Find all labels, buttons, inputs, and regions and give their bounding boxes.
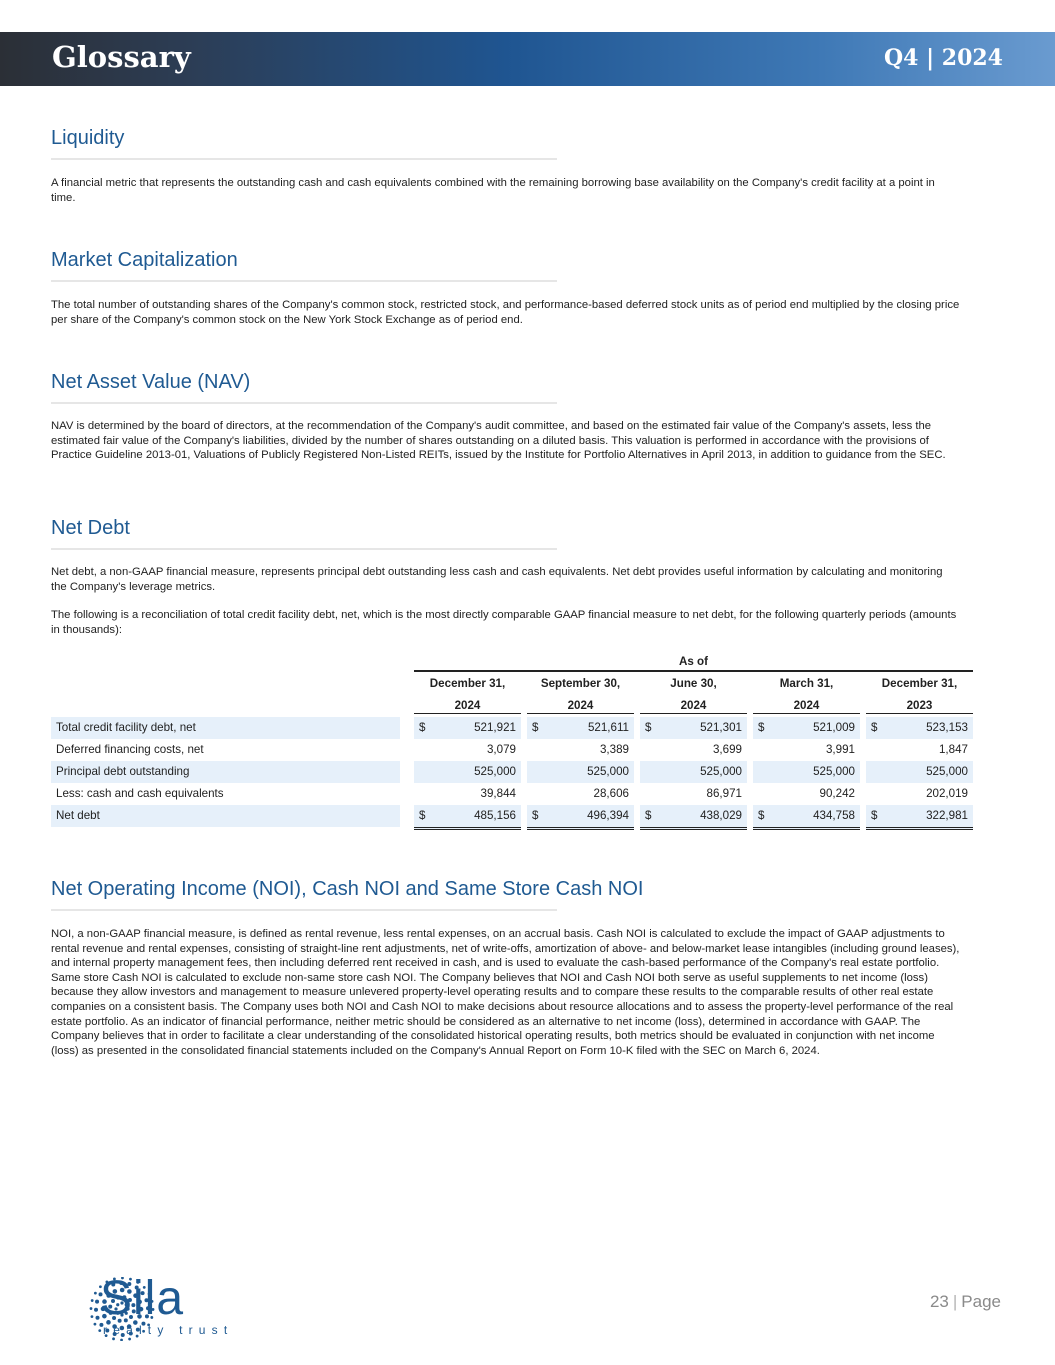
currency-symbol: $	[758, 809, 765, 822]
page-separator: |	[952, 1292, 958, 1311]
cell-value: 434,758	[813, 809, 855, 822]
column-header-year: 2024	[793, 699, 820, 712]
table-cell	[753, 717, 860, 739]
table-cell	[527, 717, 634, 739]
cell-value: 525,000	[926, 765, 968, 778]
table-row	[51, 739, 973, 761]
section-net-operating-income	[51, 878, 961, 1058]
column-header-date: December 31,	[881, 677, 958, 690]
table-cell	[414, 805, 521, 830]
cell-value: 525,000	[813, 765, 855, 778]
cell-value: 523,153	[926, 721, 968, 734]
cell-value: 202,019	[926, 787, 968, 800]
cell-value: 3,389	[599, 743, 629, 756]
row-label: Principal debt outstanding	[51, 761, 400, 783]
section-body: NAV is determined by the board of directors, at the recommendation of the Company's audit committee, and based on the estimated fair value of the Company's assets, less the estimated fair value of the Company's liabilities, divided by the number of shares outstanding on a diluted basis. This valuation is performed in accordance with the provisions of Practice Guideline 2013-01, Valuations of Publicly Registered Non-Listed REITs, issued by the Institute for Portfolio Alternatives in April 2013, in addition to guidance from the SEC.	[51, 420, 946, 462]
table-cell	[753, 739, 860, 762]
section-net-debt	[51, 517, 961, 637]
section-title: Market Capitalization	[51, 249, 238, 271]
row-label: Total credit facility debt, net	[51, 717, 400, 739]
column-header-year: 2024	[680, 699, 707, 712]
table-cell	[640, 783, 747, 806]
cell-value: 86,971	[706, 787, 742, 800]
section-market-capitalization	[51, 249, 961, 327]
column-header	[527, 677, 634, 712]
logo-dot	[95, 1300, 99, 1304]
currency-symbol: $	[645, 809, 652, 822]
table-cell	[640, 717, 747, 739]
table-cell	[640, 805, 747, 830]
currency-symbol: $	[419, 809, 426, 822]
cell-value: 1,847	[938, 743, 968, 756]
logo-dot	[120, 1339, 123, 1341]
currency-symbol: $	[758, 721, 765, 734]
logo-dot	[128, 1338, 131, 1341]
table-cell	[527, 805, 634, 830]
column-header-date: December 31,	[429, 677, 506, 690]
column-header-rule	[640, 713, 747, 714]
page-label: Page	[961, 1292, 1001, 1311]
logo-dot	[94, 1323, 97, 1326]
table-cell	[753, 783, 860, 806]
column-header-rule	[527, 713, 634, 714]
column-header	[640, 677, 747, 712]
logo-dot	[112, 1337, 115, 1340]
currency-symbol: $	[871, 721, 878, 734]
logo-dot	[94, 1308, 98, 1312]
logo-dot	[96, 1316, 100, 1320]
table-row	[51, 805, 973, 827]
column-header-date: March 31,	[779, 677, 834, 690]
table-cell	[753, 805, 860, 830]
table-cell	[527, 739, 634, 762]
column-header-year: 2024	[454, 699, 481, 712]
section-body: The total number of outstanding shares of the Company's common stock, restricted stock, and performance-based deferred stock units as of period end multiplied by the closing price per share of the Company's common stock on the New York Stock Exchange as of period end.	[51, 299, 960, 326]
table-cell	[527, 761, 634, 783]
currency-symbol: $	[871, 809, 878, 822]
cell-value: 525,000	[587, 765, 629, 778]
cell-value: 39,844	[480, 787, 516, 800]
column-header-date: September 30,	[540, 677, 621, 690]
currency-symbol: $	[532, 809, 539, 822]
section-divider	[51, 280, 557, 282]
cell-value: 485,156	[474, 809, 516, 822]
table-cell	[866, 717, 973, 739]
section-body: NOI, a non-GAAP financial measure, is defined as rental revenue, less rental expenses, on an accrual basis. Cash NOI is calculated to exclude the impact of GAAP adjustments to rental revenue and rental expenses, consisting of straight-line rent adjustments, net of write-offs, amortization of above- and below-market lease intangibles (including ground leases), and internal property management fees, then including deferred rent received in cash, and is used to evaluate the cash-based performance of the Company's real estate portfolio. Same store Cash NOI is calculated to exclude non-same store cash NOI. The Company believes that NOI and Cash NOI both serve as useful supplements to net income (loss) because they allow investors and management to measure unlevered property-level operating results and to compare these results to the comparable results of other real estate companies on a consistent basis. The Company uses both NOI and Cash NOI to make decisions about resource allocations and to assess the property-level performance of the real estate portfolio. As an indicator of financial performance, neither metric should be considered as an alternative to net income (loss), determined in accordance with GAAP. The Company believes that in order to facilitate a clear understanding of the consolidated historical operating results, both metrics should be evaluated in conjunction with net income (loss) as presented in the consolidated financial statements included on the Company's Annual Report on Form 10-K filed with the SEC on March 6, 2024.	[51, 928, 960, 1057]
cell-value: 525,000	[700, 765, 742, 778]
cell-value: 521,921	[474, 721, 516, 734]
cell-value: 322,981	[926, 809, 968, 822]
cell-value: 28,606	[593, 787, 629, 800]
table-row	[51, 783, 973, 805]
column-header-year: 2023	[906, 699, 933, 712]
row-label: Deferred financing costs, net	[56, 743, 204, 756]
column-header	[753, 677, 860, 712]
table-cell	[640, 739, 747, 762]
logo-dot	[91, 1315, 94, 1318]
logo-dot	[91, 1299, 94, 1302]
table-cell	[753, 761, 860, 783]
logo-dot	[94, 1292, 97, 1295]
cell-value: 521,611	[587, 721, 629, 734]
table-cell	[414, 761, 521, 783]
section-divider	[51, 402, 557, 404]
currency-symbol: $	[532, 721, 539, 734]
cell-value: 525,000	[474, 765, 516, 778]
column-header-year: 2024	[567, 699, 594, 712]
column-header-rule	[866, 713, 973, 714]
column-header-rule	[753, 713, 860, 714]
cell-value: 3,699	[712, 743, 742, 756]
column-header	[414, 677, 521, 712]
cell-value: 521,301	[700, 721, 742, 734]
table-as-of-header: As of	[679, 655, 708, 668]
section-divider	[51, 158, 557, 160]
table-cell	[414, 717, 521, 739]
section-title: Net Asset Value (NAV)	[51, 371, 251, 393]
column-header-rule	[414, 713, 521, 714]
logo-tagline: realty trust	[103, 1323, 234, 1337]
page-number-value: 23	[929, 1292, 949, 1311]
cell-value: 438,029	[700, 809, 742, 822]
section-liquidity	[51, 127, 961, 205]
table-header-rule	[414, 670, 973, 672]
report-period: Q4 | 2024	[883, 45, 1003, 71]
table-cell	[640, 761, 747, 783]
section-divider	[51, 909, 557, 911]
cell-value: 90,242	[819, 787, 855, 800]
column-header-date: June 30,	[670, 677, 717, 690]
table-row	[51, 717, 973, 739]
section-net-asset-value	[51, 371, 961, 463]
table-cell	[866, 739, 973, 762]
section-title: Liquidity	[51, 127, 125, 149]
currency-symbol: $	[645, 721, 652, 734]
table-cell	[866, 805, 973, 830]
row-label: Less: cash and cash equivalents	[56, 787, 224, 800]
row-label: Net debt	[51, 805, 400, 827]
logo-dot	[90, 1307, 93, 1310]
page-title: Glossary	[52, 40, 191, 74]
column-header	[866, 677, 973, 712]
table-row	[51, 761, 973, 783]
table-cell	[527, 783, 634, 806]
cell-value: 521,009	[813, 721, 855, 734]
page-number	[930, 1292, 1001, 1312]
table-cell	[414, 783, 521, 806]
section-title: Net Operating Income (NOI), Cash NOI and Same Store Cash NOI	[51, 878, 644, 900]
table-cell	[866, 783, 973, 806]
table-cell	[414, 739, 521, 762]
section-body: A financial metric that represents the outstanding cash and cash equivalents combined with the remaining borrowing base availability on the Company's credit facility at a point in time.	[51, 177, 935, 204]
section-body-reconciliation: The following is a reconciliation of total credit facility debt, net, which is the most directly comparable GAAP financial measure to net debt, for the following quarterly periods (amounts in thousands):	[51, 609, 957, 636]
cell-value: 496,394	[587, 809, 629, 822]
logo-wordmark: Sila	[100, 1272, 185, 1325]
cell-value: 3,991	[825, 743, 855, 756]
table-cell	[866, 761, 973, 783]
cell-value: 3,079	[486, 743, 516, 756]
logo-dot	[98, 1329, 101, 1332]
section-title: Net Debt	[51, 517, 130, 539]
currency-symbol: $	[419, 721, 426, 734]
section-divider	[51, 548, 557, 550]
section-body: Net debt, a non-GAAP financial measure, represents principal debt outstanding less cash and cash equivalents. Net debt provides useful information by calculating and monitoring the Company's leverage metrics.	[51, 566, 943, 593]
